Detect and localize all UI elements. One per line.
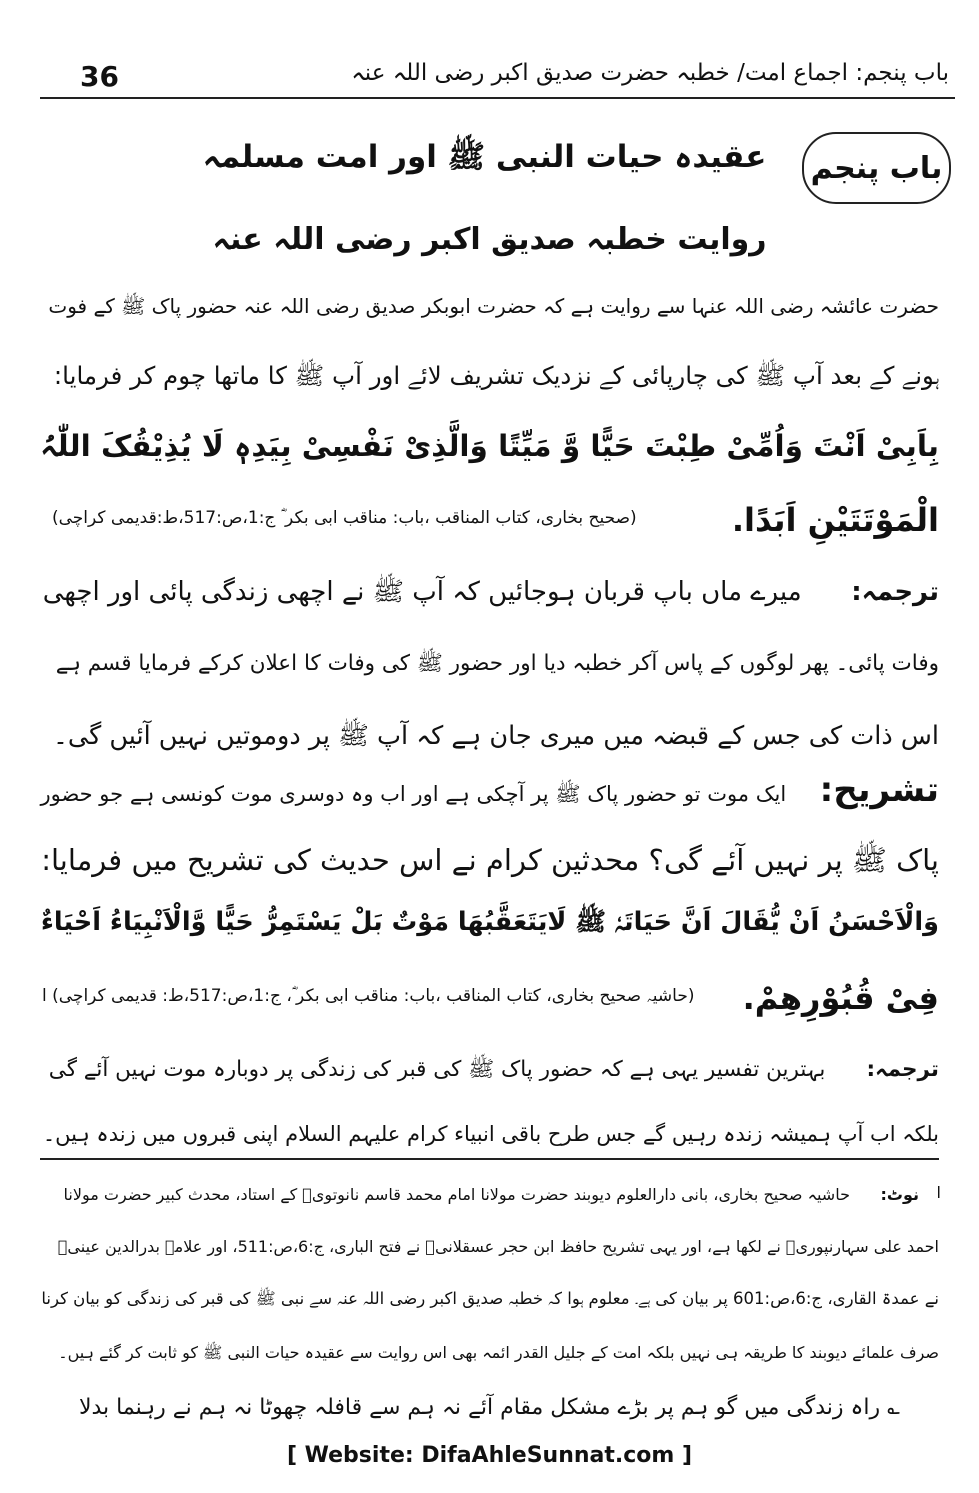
tashreeh-label: تشریح: [819, 770, 939, 810]
arabic-quote-line-1: وَالْاَحْسَنُ اَنْ یُّقَالَ اَنَّ حَیَاتَہٗ ﷺ لَایَتَعَقَّبُھَا مَوْتٌ بَلْ یَسْتَمِرُّ حَیًّا وَّالْاَنْبِیَاءُ اَحْیَاءٌ [40, 907, 939, 937]
note-line-1-text: حاشیہ صحیح بخاری، بانی دارالعلوم دیوبند حضرت مولانا امام محمد قاسم نانوتویؒ کے استاد، محدث کبیر حضرت مولانا [63, 1185, 850, 1204]
tashreeh-line-2: پاک ﷺ پر نہیں آئے گی؟ محدثین کرام نے اس حدیث کی تشریح میں فرمایا: [41, 843, 939, 877]
website-footer: [ Website: DifaAhleSunnat.com ] [286, 1443, 693, 1468]
page-number: 36 [80, 60, 119, 93]
footnote-divider [40, 1158, 939, 1160]
note-line-2: احمد علی سہارنپوریؒ نے لکھا ہے، اور یہی تشریح حافظ ابن حجر عسقلانیؒ نے فتح الباری، ج:6،ص:511، اور علامہ بدرالدین عینیؒ [57, 1237, 939, 1256]
note-label: نوٹ: [880, 1185, 919, 1204]
translation-1-line-3: اس ذات کی جس کے قبضہ میں میری جان ہے کہ آپ ﷺ پر دوموتیں نہیں آئیں گی۔ [52, 721, 939, 751]
translation-2-text: بہترین تفسیر یہی ہے کہ حضور پاک ﷺ کی قبر کی زندگی پر دوبارہ موت نہیں آئے گی [48, 1057, 826, 1082]
note-line-4: صرف علمائے دیوبند کا طریقہ ہی نہیں بلکہ امت کے جلیل القدر ائمہ بھی اس روایت سے عقیدہ حیات النبی ﷺ کو ثابت کر گئے ہیں۔ [58, 1343, 939, 1362]
translation-2-line-1 [40, 1050, 939, 1090]
tashreeh-text: ایک موت تو حضور پاک ﷺ پر آچکی ہے اور اب وہ دوسری موت کونسی ہے جو حضور [40, 782, 787, 806]
intro-line-1: حضرت عائشہ رضی اللہ عنہا سے روایت ہے کہ حضرت ابوبکر صدیق رضی اللہ عنہ حضور پاک ﷺ کے فوت [48, 294, 939, 318]
translation-1-line-1 [40, 572, 939, 612]
translation-1-line-2: وفات پائی۔ پھر لوگوں کے پاس آکر خطبہ دیا اور حضور ﷺ کی وفات کا اعلان کرکے فرمایا قسم ہے [55, 651, 939, 676]
footnote-marker: ا [936, 1183, 941, 1202]
note-line-3: نے عمدۃ القاری، ج:6،ص:601 پر بیان کی ہے۔ معلوم ہوا کہ خطبہ صدیق اکبر رضی اللہ عنہ سے نبی ﷺ کی قبر کی زندگی کو بیان کرنا [41, 1289, 939, 1308]
running-head: باب پنجم: اجماع امت/ خطبہ حضرت صدیق اکبر رضی اللہ عنہ [351, 60, 949, 86]
intro-line-2: ہونے کے بعد آپ ﷺ کی چارپائی کے نزدیک تشریف لائے اور آپ ﷺ کا ماتھا چوم کر فرمایا: [53, 361, 939, 390]
section-subtitle: روایت خطبہ صدیق اکبر رضی اللہ عنہ [212, 222, 767, 257]
translation-2-label: ترجمہ: [866, 1057, 939, 1082]
chapter-badge [802, 132, 951, 204]
arabic-quote-line-2: فِیْ قُبُوْرِھِمْ. [742, 979, 939, 1017]
reference-1: (صحیح بخاری، کتاب المناقب ،باب: مناقب ابی بکر ؓ ج:1،ص:517،ط:قدیمی کراچی) [52, 508, 637, 528]
note-line-1 [40, 1180, 919, 1210]
tashreeh-line-1 [40, 770, 939, 814]
reference-2: (حاشیہ صحیح بخاری، کتاب المناقب ،باب: مناقب ابی بکر ؓ، ج:1،ص:517،ط: قدیمی کراچی) ا [42, 986, 695, 1006]
arabic-hadith-line-2: الْمَوْتَتَیْنِ اَبَدًا. [731, 501, 939, 539]
chapter-badge-label: باب پنجم [810, 150, 943, 186]
translation-1-text: میرے ماں باپ قربان ہوجائیں کہ آپ ﷺ نے اچھی زندگی پائی اور اچھی [42, 577, 802, 607]
chapter-title: عقیدہ حیات النبی ﷺ اور امت مسلمہ [202, 139, 767, 175]
header-divider [40, 97, 955, 99]
translation-label: ترجمہ: [851, 577, 939, 607]
note-verse: ؎ راہ زندگی میں گو ہم پر بڑے مشکل مقام آئے نہ ہم سے قافلہ چھوٹا نہ ہم نے رہنما بدلا [78, 1395, 901, 1420]
arabic-hadith-line-1: بِاَبِیْ اَنْتَ وَاُمِّیْ طِبْتَ حَیًّا وَّ مَیِّتًا وَالَّذِیْ نَفْسِیْ بِیَدِہٖ لَا یُذِیْقُکَ اللّٰہُ [40, 429, 939, 463]
translation-2-line-2: بلکہ اب آپ ہمیشہ زندہ رہیں گے جس طرح باقی انبیاء کرام علیہم السلام اپنی قبروں میں زندہ ہیں۔ [42, 1122, 939, 1146]
